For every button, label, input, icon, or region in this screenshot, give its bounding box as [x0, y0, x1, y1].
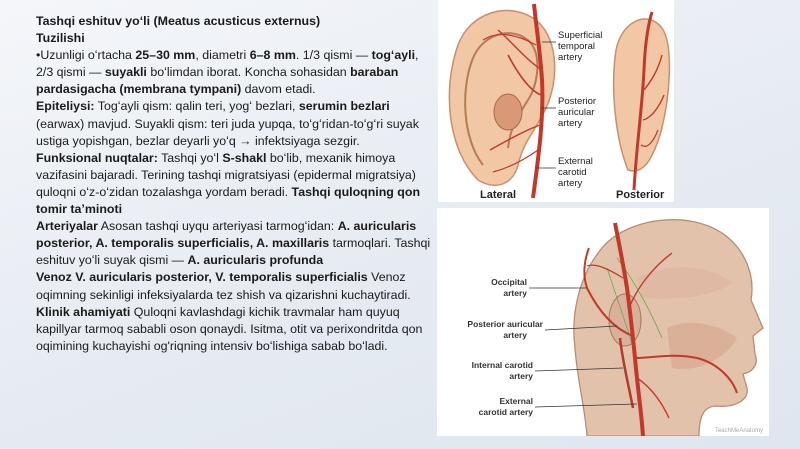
label-external-carotid-1: External — [558, 156, 593, 167]
label-external-carotid-1: External — [499, 396, 533, 406]
section-heading: Tuzilishi — [36, 31, 85, 46]
slide-text — [36, 13, 434, 355]
ear-arteries-figure — [438, 0, 674, 202]
label-superficial-temporal-3: artery — [558, 52, 583, 63]
paragraph-structure: •Uzunligi oʻrtacha 25–30 mm, diametri 6–8 mm. 1/3 qismi — togʻayli, 2/3 qismi — suyakli boʻlimdan iborat. Koncha sohasidan baraban pardasigacha (membrana tympani) davom etadi. — [36, 48, 419, 97]
slide-title: Tashqi eshituv yoʻli (Meatus acusticus externus) — [36, 14, 321, 28]
ear-illustration — [438, 0, 674, 202]
paragraph-clinical: Klinik ahamiyati Quloqni kavlashdagi kichik travmalar ham quyuq kapillyar tarmoq sababli oson qonaydi. Isitma, otit va perixondritda qon oqimining kuchayishi og'riqning intensiv boʻlishiga sabab boʻladi. — [36, 304, 423, 353]
caption-posterior: Posterior — [616, 189, 665, 201]
label-post-auricular-2: artery — [503, 330, 527, 340]
label-post-auricular-1: Posterior auricular — [467, 319, 543, 329]
paragraph-arteries: Arteriyalar Asosan tashqi uyqu arteriyasi tarmogʻidan: A. auricularis posterior, A. temporalis superficialis, A. maxillaris tarmoqlari. Tashqi eshituv yoʻli suyak qismi — A. auricularis profunda — [36, 219, 431, 268]
label-external-carotid-2: carotid — [558, 167, 587, 178]
label-posterior-auricular-1: Posterior — [558, 96, 597, 107]
caption-lateral: Lateral — [480, 189, 517, 201]
paragraph-epithelium: Epiteliysi: Togʻayli qism: qalin teri, yogʻ bezlari, serumin bezlari (earwax) mavjud. Suyakli qism: teri juda yupqa, toʻgʻridan-toʻgʻri suyak ustiga yopishgan, bezlar deyarli yoʻq → infektsiyaga sezgir. — [36, 99, 419, 148]
label-superficial-temporal-1: Superficial — [558, 30, 603, 41]
label-occipital-2: artery — [503, 288, 527, 298]
watermark: TeachMeAnatomy — [714, 428, 763, 434]
paragraph-veins: Venoz V. auricularis posterior, V. temporalis superficialis Venoz oqimning sekinligi infeksiyalarda tez shish va qizarishni kuchaytiradi. — [36, 270, 411, 302]
label-superficial-temporal-2: temporal — [558, 41, 595, 52]
head-arteries-figure — [437, 208, 769, 436]
paragraph-functional: Funksional nuqtalar: Tashqi yoʻl S-shakl boʻlib, mexanik himoya vazifasini bajaradi. Terining tashqi migratsiyasi (epidermal migratsiya) quloqni oʻz-oʻzidan tozalashga yordam beradi. Tashqi quloqning qon tomir taʼminoti — [36, 150, 421, 217]
label-occipital-1: Occipital — [491, 277, 527, 287]
label-internal-carotid-1: Internal carotid — [471, 360, 533, 370]
label-internal-carotid-2: artery — [509, 371, 533, 381]
head-illustration — [437, 208, 769, 436]
label-posterior-auricular-3: artery — [558, 118, 583, 129]
label-posterior-auricular-2: auricular — [558, 107, 595, 118]
label-external-carotid-2: carotid artery — [478, 407, 533, 417]
label-external-carotid-3: artery — [558, 178, 583, 189]
